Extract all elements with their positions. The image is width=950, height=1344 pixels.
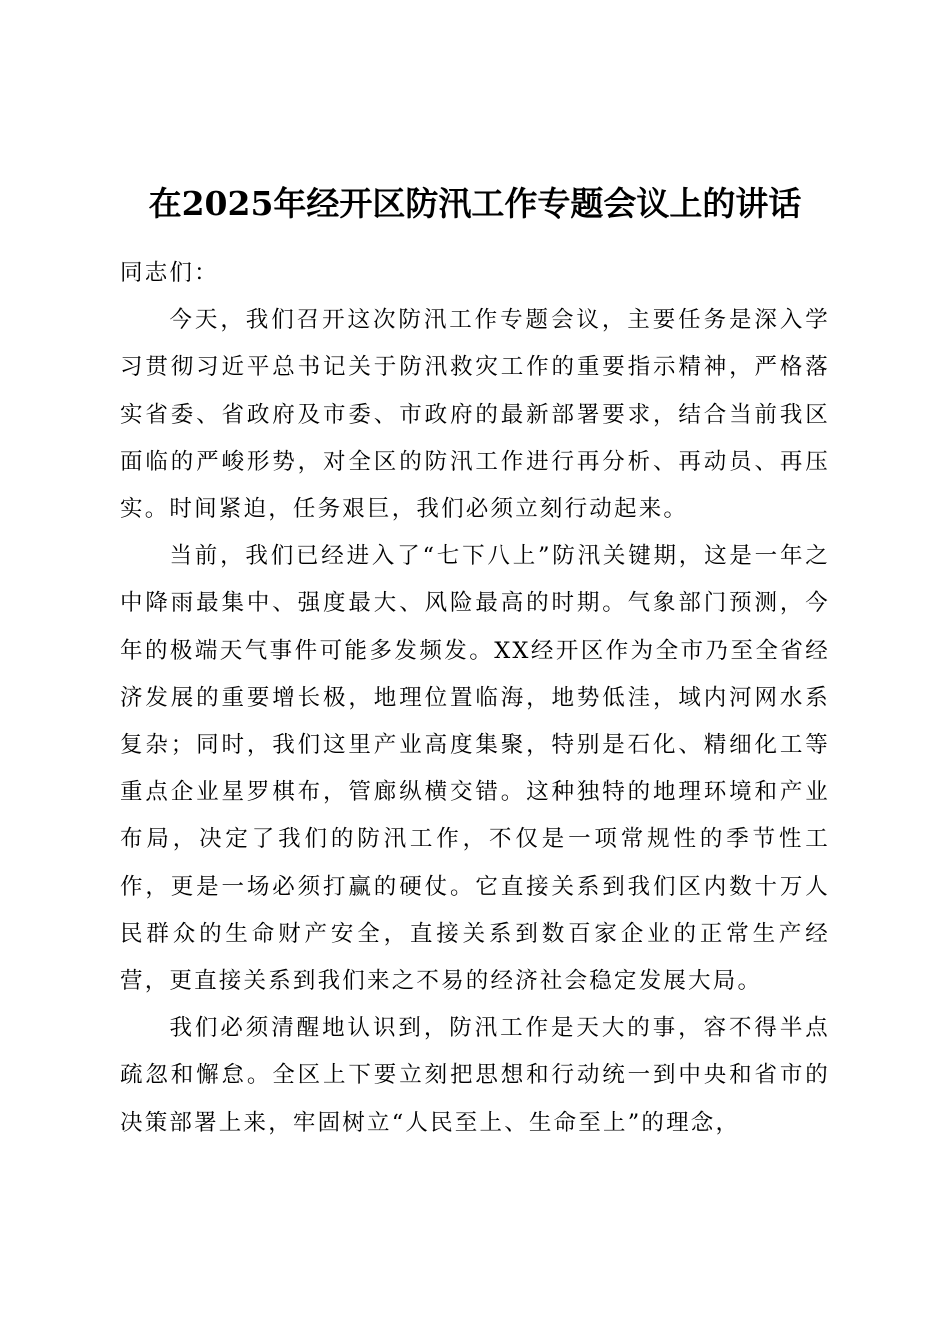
paragraph-2: 当前，我们已经进入了“七下八上”防汛关键期，这是一年之中降雨最集中、强度最大、风险最高的时期。气象部门预测，今年的极端天气事件可能多发频发。XX经开区作为全市乃至全省经济发展的重要增长极，地理位置临海，地势低洼，域内河网水系复杂；同时，我们这里产业高度集聚，特别是石化、精细化工等重点企业星罗棋布，管廊纵横交错。这种独特的地理环境和产业布局，决定了我们的防汛工作，不仅是一项常规性的季节性工作，更是一场必须打赢的硬仗。它直接关系到我们区内数十万人民群众的生命财产安全，直接关系到数百家企业的正常生产经营，更直接关系到我们来之不易的经济社会稳定发展大局。 [120,543,830,995]
paragraph-1: 今天，我们召开这次防汛工作专题会议，主要任务是深入学习贯彻习近平总书记关于防汛救灾工作的重要指示精神，严格落实省委、省政府及市委、市政府的最新部署要求，结合当前我区面临的严峻形势，对全区的防汛工作进行再分析、再动员、再压实。时间紧迫，任务艰巨，我们必须立刻行动起来。 [120,307,830,522]
salutation: 同志们： [120,260,219,286]
document-body [120,250,830,1147]
paragraph-3: 我们必须清醒地认识到，防汛工作是天大的事，容不得半点疏忽和懈怠。全区上下要立刻把思想和行动统一到中央和省市的决策部署上来，牢固树立“人民至上、生命至上”的理念， [120,1015,830,1136]
document-title: 在2025年经开区防汛工作专题会议上的讲话 [148,184,802,223]
